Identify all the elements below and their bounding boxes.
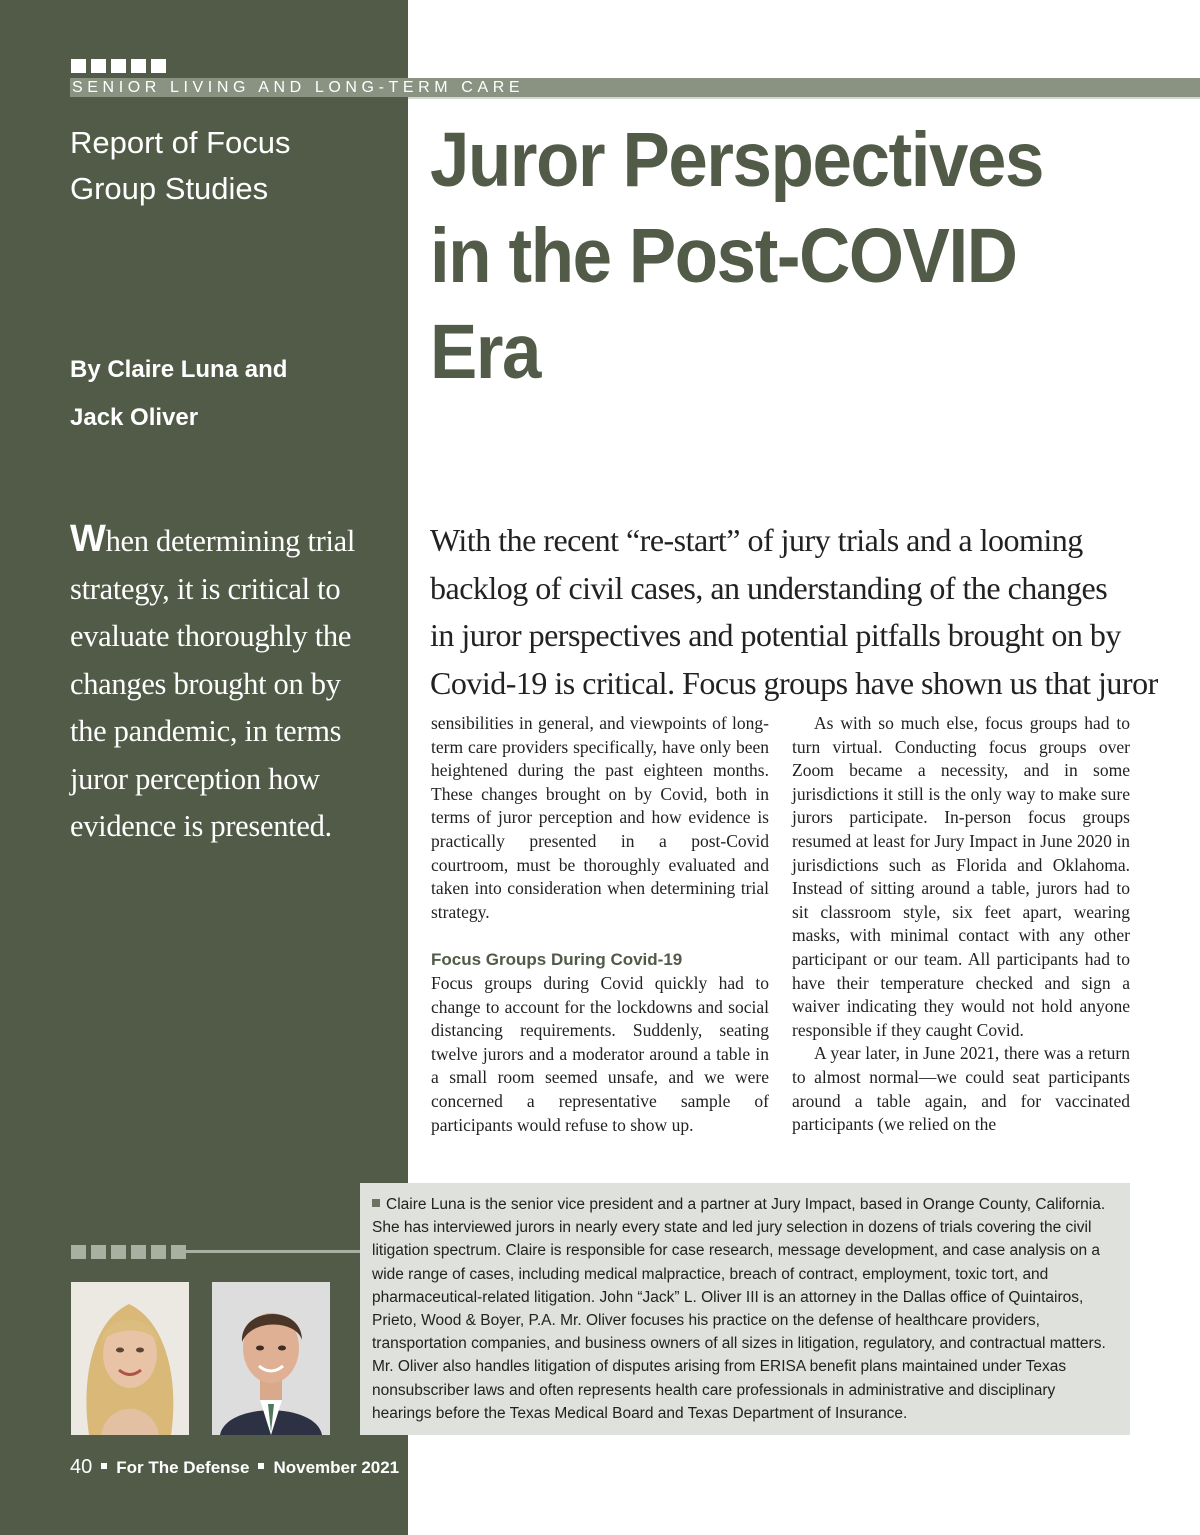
pullquote-line: the pandemic, in terms (70, 714, 342, 748)
issue-date: November 2021 (273, 1458, 400, 1477)
byline-line: Jack Oliver (70, 404, 199, 431)
author-photo-claire (71, 1282, 189, 1435)
intro-line: Covid-19 is critical. Focus groups have shown us that juror (430, 664, 1158, 701)
body-paragraph: Focus groups during Covid quickly had to change to account for the lockdowns and social distancing requirements. Suddenly, seating twelve jurors and a moderator around a table in a small room seemed unsafe, and we were concerned a representative sample of participants would refuse to show up. (431, 972, 769, 1135)
pullquote-dropcap: W (70, 518, 106, 560)
pullquote-line: evaluate thoroughly the (70, 619, 352, 653)
headline-line: Era (430, 309, 541, 395)
pull-quote (70, 516, 390, 851)
pullquote-line: strategy, it is critical to (70, 571, 341, 606)
body-paragraph: sensibilities in general, and viewpoints of long-term care providers specifically, have only been heightened during the past eighteen months. These changes brought on by Covid, both in terms of juror perception and how evidence is practically presented in a post-Covid courtroom, must be thoroughly evaluated and taken into consideration when determining trial strategy. (431, 713, 769, 922)
author-photo-jack (212, 1282, 330, 1435)
headline-line: Juror Perspectives (430, 117, 1044, 203)
publication-name: For The Defense (116, 1458, 250, 1477)
subtitle-line: Group Studies (70, 171, 269, 206)
square-bullet-icon (372, 1199, 380, 1207)
report-subtitle (70, 120, 390, 212)
byline-line: By Claire Luna and (70, 356, 288, 383)
author-bio-text: Claire Luna is the senior vice president and a partner at Jury Impact, based in Orange County, California. She has interviewed jurors in nearly every state and led jury selection in dozens of trials covering the civil litigation spectrum. Claire is responsible for case research, message development, and case analysis on a wide range of cases, including medical malpractice, breach of contract, employment, toxic tort, and pharmaceutical-related litigation. John “Jack” L. Oliver III is an attorney in the Dallas office of Quintairos, Prieto, Wood & Boyer, P.A. Mr. Oliver focuses his practice on the defense of healthcare providers, transportation companies, and business owners of all sizes in litigation, regulatory, and contractual matters. Mr. Oliver also handles litigation of disputes arising from ERISA benefit plans maintained under Texas nonsubscriber laws and often represents health care professionals in administrative and disciplinary hearings before the Texas Medical Board and Texas Department of Insurance. (372, 1196, 1106, 1422)
article-headline (430, 112, 1129, 400)
section-label: SENIOR LIVING AND LONG-TERM CARE (72, 79, 525, 96)
body-paragraph: A year later, in June 2021, there was a return to almost normal—we could seat participants around a table again, and for vaccinated participants (we relied on the (792, 1043, 1130, 1135)
intro-paragraph (430, 517, 1158, 707)
page-footer (70, 1456, 399, 1479)
intro-line: With the recent “re-start” of jury trials and a looming (430, 522, 1083, 558)
subtitle-line: Report of Focus (70, 125, 291, 160)
author-bio-box (360, 1183, 1130, 1435)
pullquote-line: juror perception how (70, 761, 320, 796)
intro-line: in juror perspectives and potential pitfalls brought on by (430, 617, 1121, 653)
bio-rule (185, 1250, 360, 1253)
intro-line: backlog of civil cases, an understanding of the changes (430, 569, 1108, 606)
section-heading: Focus Groups During Covid-19 (431, 949, 683, 969)
body-column-right (792, 712, 1130, 1137)
body-paragraph: As with so much else, focus groups had to turn virtual. Conducting focus groups over Zoom became a necessity, and in some jurisdictions it still is the only way to make sure jurors participate. In-person focus groups resumed at least for Jury Impact in June 2020 in jurisdictions such as Florida and Oklahoma. Instead of sitting around a table, jurors had to sit classroom style, six feet apart, wearing masks, with minimal contact with any other participant or our team. All participants had to have their temperature checked and sign a waiver indicating they would not hold anyone responsible if they caught Covid. (792, 713, 1130, 1040)
section-subrule (408, 97, 1200, 99)
pullquote-line: hen determining trial (105, 524, 356, 558)
footer-bullet-icon (101, 1463, 107, 1469)
pullquote-line: changes brought on by (70, 666, 341, 701)
footer-bullet-icon (258, 1463, 264, 1469)
byline (70, 346, 390, 442)
body-column-left (431, 712, 769, 1137)
page-number: 40 (70, 1456, 93, 1478)
headline-line: in the Post-COVID (430, 213, 1017, 299)
decorative-squares-bottom (71, 1245, 186, 1259)
decorative-squares-top (71, 59, 166, 73)
pullquote-line: evidence is presented. (70, 809, 332, 843)
